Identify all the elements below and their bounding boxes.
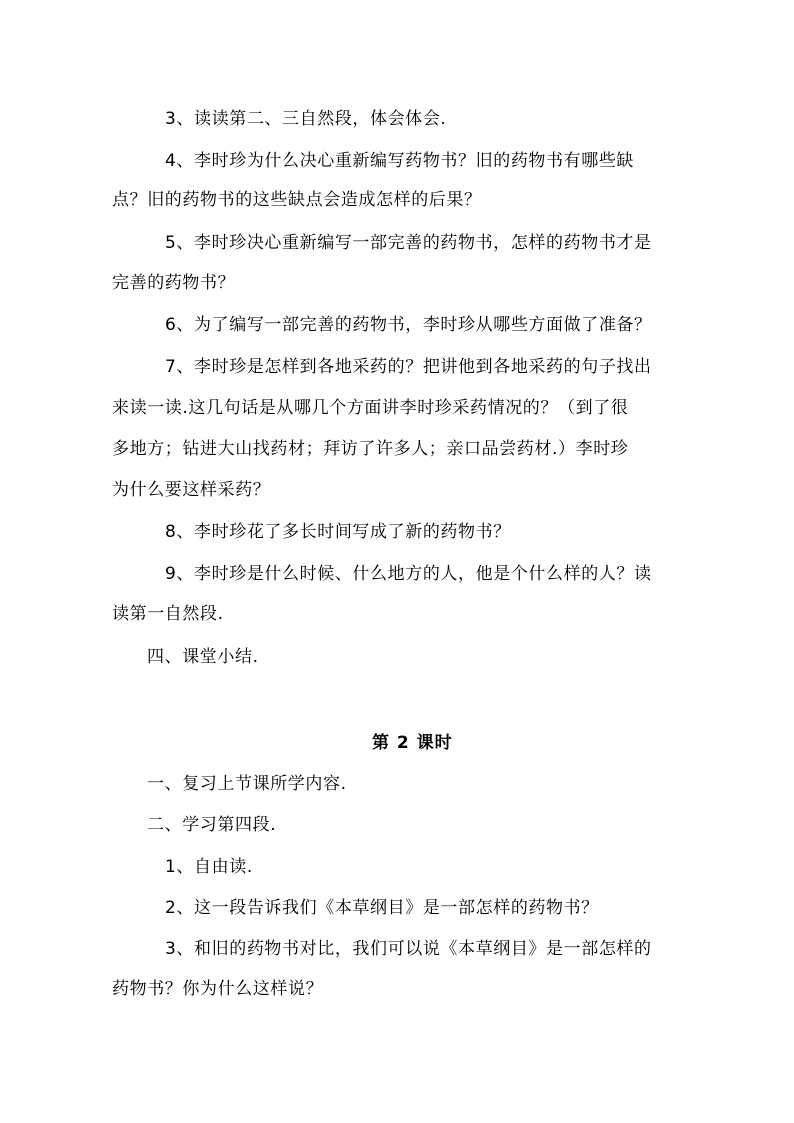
question-7-line-3: 多地方；钻进大山找药材；拜访了许多人；亲口品尝药材.）李时珍: [112, 439, 629, 459]
question-5-line-2: 完善的药物书？: [112, 273, 236, 293]
step-review: 一、复习上节课所学内容.: [147, 774, 347, 794]
question-7-line-1: 7、李时珍是怎样到各地采药的？把讲他到各地采药的句子找出: [165, 357, 652, 377]
question-6: 6、为了编写一部完善的药物书，李时珍从哪些方面做了准备？: [165, 315, 652, 335]
lesson-2-heading: 第 2 课时: [372, 733, 453, 753]
question-9-line-2: 读第一自然段.: [112, 604, 224, 624]
question-7-line-2: 来读一读.这几句话是从哪几个方面讲李时珍采药情况的？（到了很: [112, 398, 629, 418]
question-4-line-1: 4、李时珍为什么决心重新编写药物书？旧的药物书有哪些缺: [165, 151, 635, 171]
lesson-2-question-2: 2、这一段告诉我们《本草纲目》是一部怎样的药物书？: [165, 898, 599, 918]
question-3: 3、读读第二、三自然段，体会体会.: [165, 109, 447, 129]
lesson-2-question-3-line-2: 药物书？你为什么这样说？: [112, 979, 324, 999]
class-summary: 四、课堂小结.: [147, 647, 259, 667]
lesson-2-question-3-line-1: 3、和旧的药物书对比，我们可以说《本草纲目》是一部怎样的: [165, 939, 652, 959]
lesson-2-question-1: 1、自由读.: [165, 857, 253, 877]
step-study-paragraph-4: 二、学习第四段.: [147, 815, 277, 835]
question-5-line-1: 5、李时珍决心重新编写一部完善的药物书，怎样的药物书才是: [165, 233, 652, 253]
question-8: 8、李时珍花了多长时间写成了新的药物书？: [165, 522, 511, 542]
question-4-line-2: 点？旧的药物书的这些缺点会造成怎样的后果？: [112, 190, 482, 210]
question-7-line-4: 为什么要这样采药？: [112, 480, 271, 500]
question-9-line-1: 9、李时珍是什么时候、什么地方的人，他是个什么样的人？读: [165, 564, 652, 584]
